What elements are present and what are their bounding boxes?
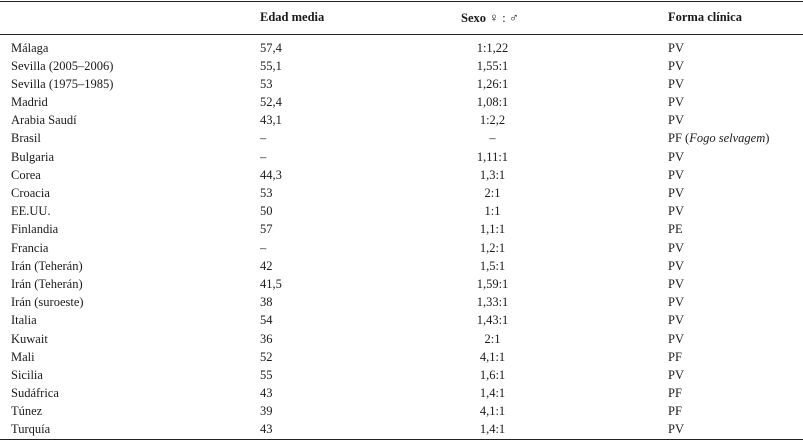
cell-sex-ratio: 1:1	[484, 204, 501, 219]
table-row	[0, 166, 803, 184]
cell-clinical-form	[668, 111, 684, 129]
cell-mean-age: 39	[260, 404, 273, 419]
cell-clinical-form	[668, 275, 684, 293]
table-row	[0, 75, 803, 93]
cell-mean-age: 50	[260, 204, 273, 219]
cell-clinical-form	[668, 220, 683, 238]
cell-country: Madrid	[11, 95, 48, 110]
cell-sex-ratio: 1,43:1	[476, 313, 509, 328]
cell-mean-age: –	[260, 149, 267, 164]
table-row	[0, 93, 803, 111]
cell-sex-ratio: 1,4:1	[479, 386, 506, 401]
cell-sex-ratio: 1,33:1	[476, 295, 509, 310]
clinical-form-code: PV	[668, 186, 684, 200]
cell-country: Brasil	[11, 131, 41, 146]
cell-country: Italia	[11, 313, 37, 328]
table-row	[0, 202, 803, 220]
cell-sex-ratio: 4,1:1	[479, 404, 506, 419]
cell-clinical-form	[668, 184, 684, 202]
header-age: Edad media	[260, 10, 325, 24]
table-row	[0, 111, 803, 129]
clinical-form-code: PV	[668, 240, 684, 255]
cell-country: Finlandia	[11, 222, 59, 237]
table-row	[0, 348, 803, 366]
cell-mean-age: 43	[260, 386, 273, 401]
cell-country: Sevilla (2005–2006)	[11, 58, 114, 73]
cell-country: Turquía	[11, 422, 51, 437]
clinical-form-note: Fogo selvagem	[689, 131, 766, 146]
cell-country: Francia	[11, 240, 49, 255]
cell-sex-ratio: 1,11:1	[476, 149, 509, 164]
table-row	[0, 384, 803, 402]
cell-country: Croacia	[11, 186, 50, 200]
cell-country: Irán (Teherán)	[11, 276, 83, 291]
cell-clinical-form	[668, 348, 682, 366]
cell-country: EE.UU.	[11, 204, 51, 219]
table-row	[0, 330, 803, 348]
table-row	[0, 293, 803, 311]
cell-country: Málaga	[11, 40, 49, 55]
clinical-form-code: PV	[668, 367, 684, 382]
clinical-form-code: PV	[668, 258, 684, 273]
cell-clinical-form	[668, 239, 684, 257]
table-row	[0, 148, 803, 166]
cell-sex-ratio: 1:2,2	[479, 113, 506, 128]
cell-clinical-form	[668, 57, 684, 75]
table-row	[0, 239, 803, 257]
cell-clinical-form	[668, 202, 684, 220]
cell-clinical-form	[668, 293, 684, 311]
cell-clinical-form	[668, 75, 684, 93]
table-body	[0, 39, 803, 439]
clinical-form-code: PV	[668, 95, 684, 110]
cell-sex-ratio: 1,6:1	[479, 367, 506, 382]
table-row	[0, 184, 803, 202]
cell-country: Bulgaria	[11, 149, 55, 164]
cell-mean-age: 44,3	[260, 167, 282, 182]
cell-clinical-form	[668, 330, 684, 348]
cell-mean-age: 55,1	[260, 58, 282, 73]
cell-sex-ratio: 1:1,22	[476, 40, 509, 55]
table-row	[0, 275, 803, 293]
cell-country: Sicilia	[11, 367, 43, 382]
cell-country: Irán (Teherán)	[11, 258, 83, 273]
header-clinical-form: Forma clínica	[668, 10, 742, 24]
cell-sex-ratio: 1,1:1	[479, 222, 506, 237]
header-sex-symbols: ♀ : ♂	[489, 10, 519, 25]
cell-sex-ratio: 1,3:1	[479, 167, 506, 182]
table-row	[0, 402, 803, 420]
cell-country: Mali	[11, 349, 35, 364]
cell-clinical-form	[668, 402, 682, 420]
cell-mean-age: 54	[260, 313, 273, 328]
clinical-form-code: PV	[668, 422, 684, 437]
clinical-form-code: PV	[668, 58, 684, 73]
cell-country: Irán (suroeste)	[11, 295, 84, 310]
table-row	[0, 420, 803, 438]
cell-country: Corea	[11, 167, 41, 182]
cell-mean-age: 41,5	[260, 276, 282, 291]
table-bottom-rule	[0, 439, 803, 440]
cell-clinical-form	[668, 311, 684, 329]
cell-sex-ratio: 1,4:1	[479, 422, 506, 437]
cell-mean-age: 52,4	[260, 95, 282, 110]
cell-sex-ratio: –	[489, 131, 496, 146]
cell-clinical-form	[668, 148, 684, 166]
cell-sex-ratio: 2:1	[484, 186, 501, 200]
table-header-rule	[0, 34, 803, 35]
cell-sex-ratio: 4,1:1	[479, 349, 506, 364]
clinical-form-code: PV	[668, 331, 684, 346]
cell-sex-ratio: 1,2:1	[479, 240, 506, 255]
header-sex-label: Sexo	[461, 11, 486, 25]
table-row	[0, 311, 803, 329]
clinical-form-code: PV	[668, 40, 684, 55]
table-header-row	[0, 10, 803, 28]
cell-sex-ratio: 1,59:1	[476, 276, 509, 291]
cell-clinical-form	[668, 166, 684, 184]
cell-sex-ratio: 1,5:1	[479, 258, 506, 273]
clinical-form-code: PV	[668, 204, 684, 219]
clinical-form-code: PV	[668, 295, 684, 310]
table-row	[0, 257, 803, 275]
cell-clinical-form	[668, 384, 682, 402]
table-row	[0, 220, 803, 238]
cell-sex-ratio: 1,26:1	[476, 76, 509, 91]
cell-sex-ratio: 1,55:1	[476, 58, 509, 73]
clinical-form-code: PF	[668, 349, 682, 364]
cell-mean-age: 43,1	[260, 113, 282, 128]
table-row	[0, 57, 803, 75]
cell-clinical-form	[668, 39, 684, 57]
clinical-form-code: PF	[668, 404, 682, 419]
cell-mean-age: –	[260, 131, 267, 146]
cell-mean-age: 57,4	[260, 40, 282, 55]
table-row	[0, 129, 803, 147]
cell-country: Arabia Saudí	[11, 113, 77, 128]
cell-clinical-form	[668, 366, 684, 384]
cell-mean-age: –	[260, 240, 267, 255]
clinical-form-code: PE	[668, 222, 683, 237]
cell-mean-age: 52	[260, 349, 273, 364]
clinical-form-code: PV	[668, 276, 684, 291]
cell-mean-age: 36	[260, 331, 273, 346]
cell-mean-age: 57	[260, 222, 273, 237]
clinical-form-code: PV	[668, 313, 684, 328]
cell-mean-age: 53	[260, 76, 273, 91]
clinical-form-code: PV	[668, 149, 684, 164]
cell-sex-ratio: 2:1	[484, 331, 501, 346]
cell-clinical-form: PF (Fogo selvagem)	[668, 131, 770, 146]
table-row	[0, 39, 803, 57]
cell-country: Kuwait	[11, 331, 48, 346]
cell-mean-age: 53	[260, 186, 273, 200]
cell-clinical-form	[668, 257, 684, 275]
cell-mean-age: 55	[260, 367, 273, 382]
clinical-form-code: PF	[668, 131, 682, 146]
cell-clinical-form	[668, 420, 684, 438]
clinical-form-code: PV	[668, 167, 684, 182]
cell-mean-age: 42	[260, 258, 273, 273]
table-top-rule	[0, 1, 803, 2]
cell-mean-age: 38	[260, 295, 273, 310]
clinical-form-code: PF	[668, 386, 682, 401]
cell-country: Sudáfrica	[11, 386, 59, 401]
cell-country: Sevilla (1975–1985)	[11, 76, 114, 91]
cell-sex-ratio: 1,08:1	[476, 95, 509, 110]
clinical-form-code: PV	[668, 76, 684, 91]
cell-mean-age: 43	[260, 422, 273, 437]
header-sex	[461, 10, 519, 26]
cell-country: Túnez	[11, 404, 43, 419]
clinical-form-code: PV	[668, 113, 684, 128]
table-row	[0, 366, 803, 384]
cell-clinical-form	[668, 93, 684, 111]
